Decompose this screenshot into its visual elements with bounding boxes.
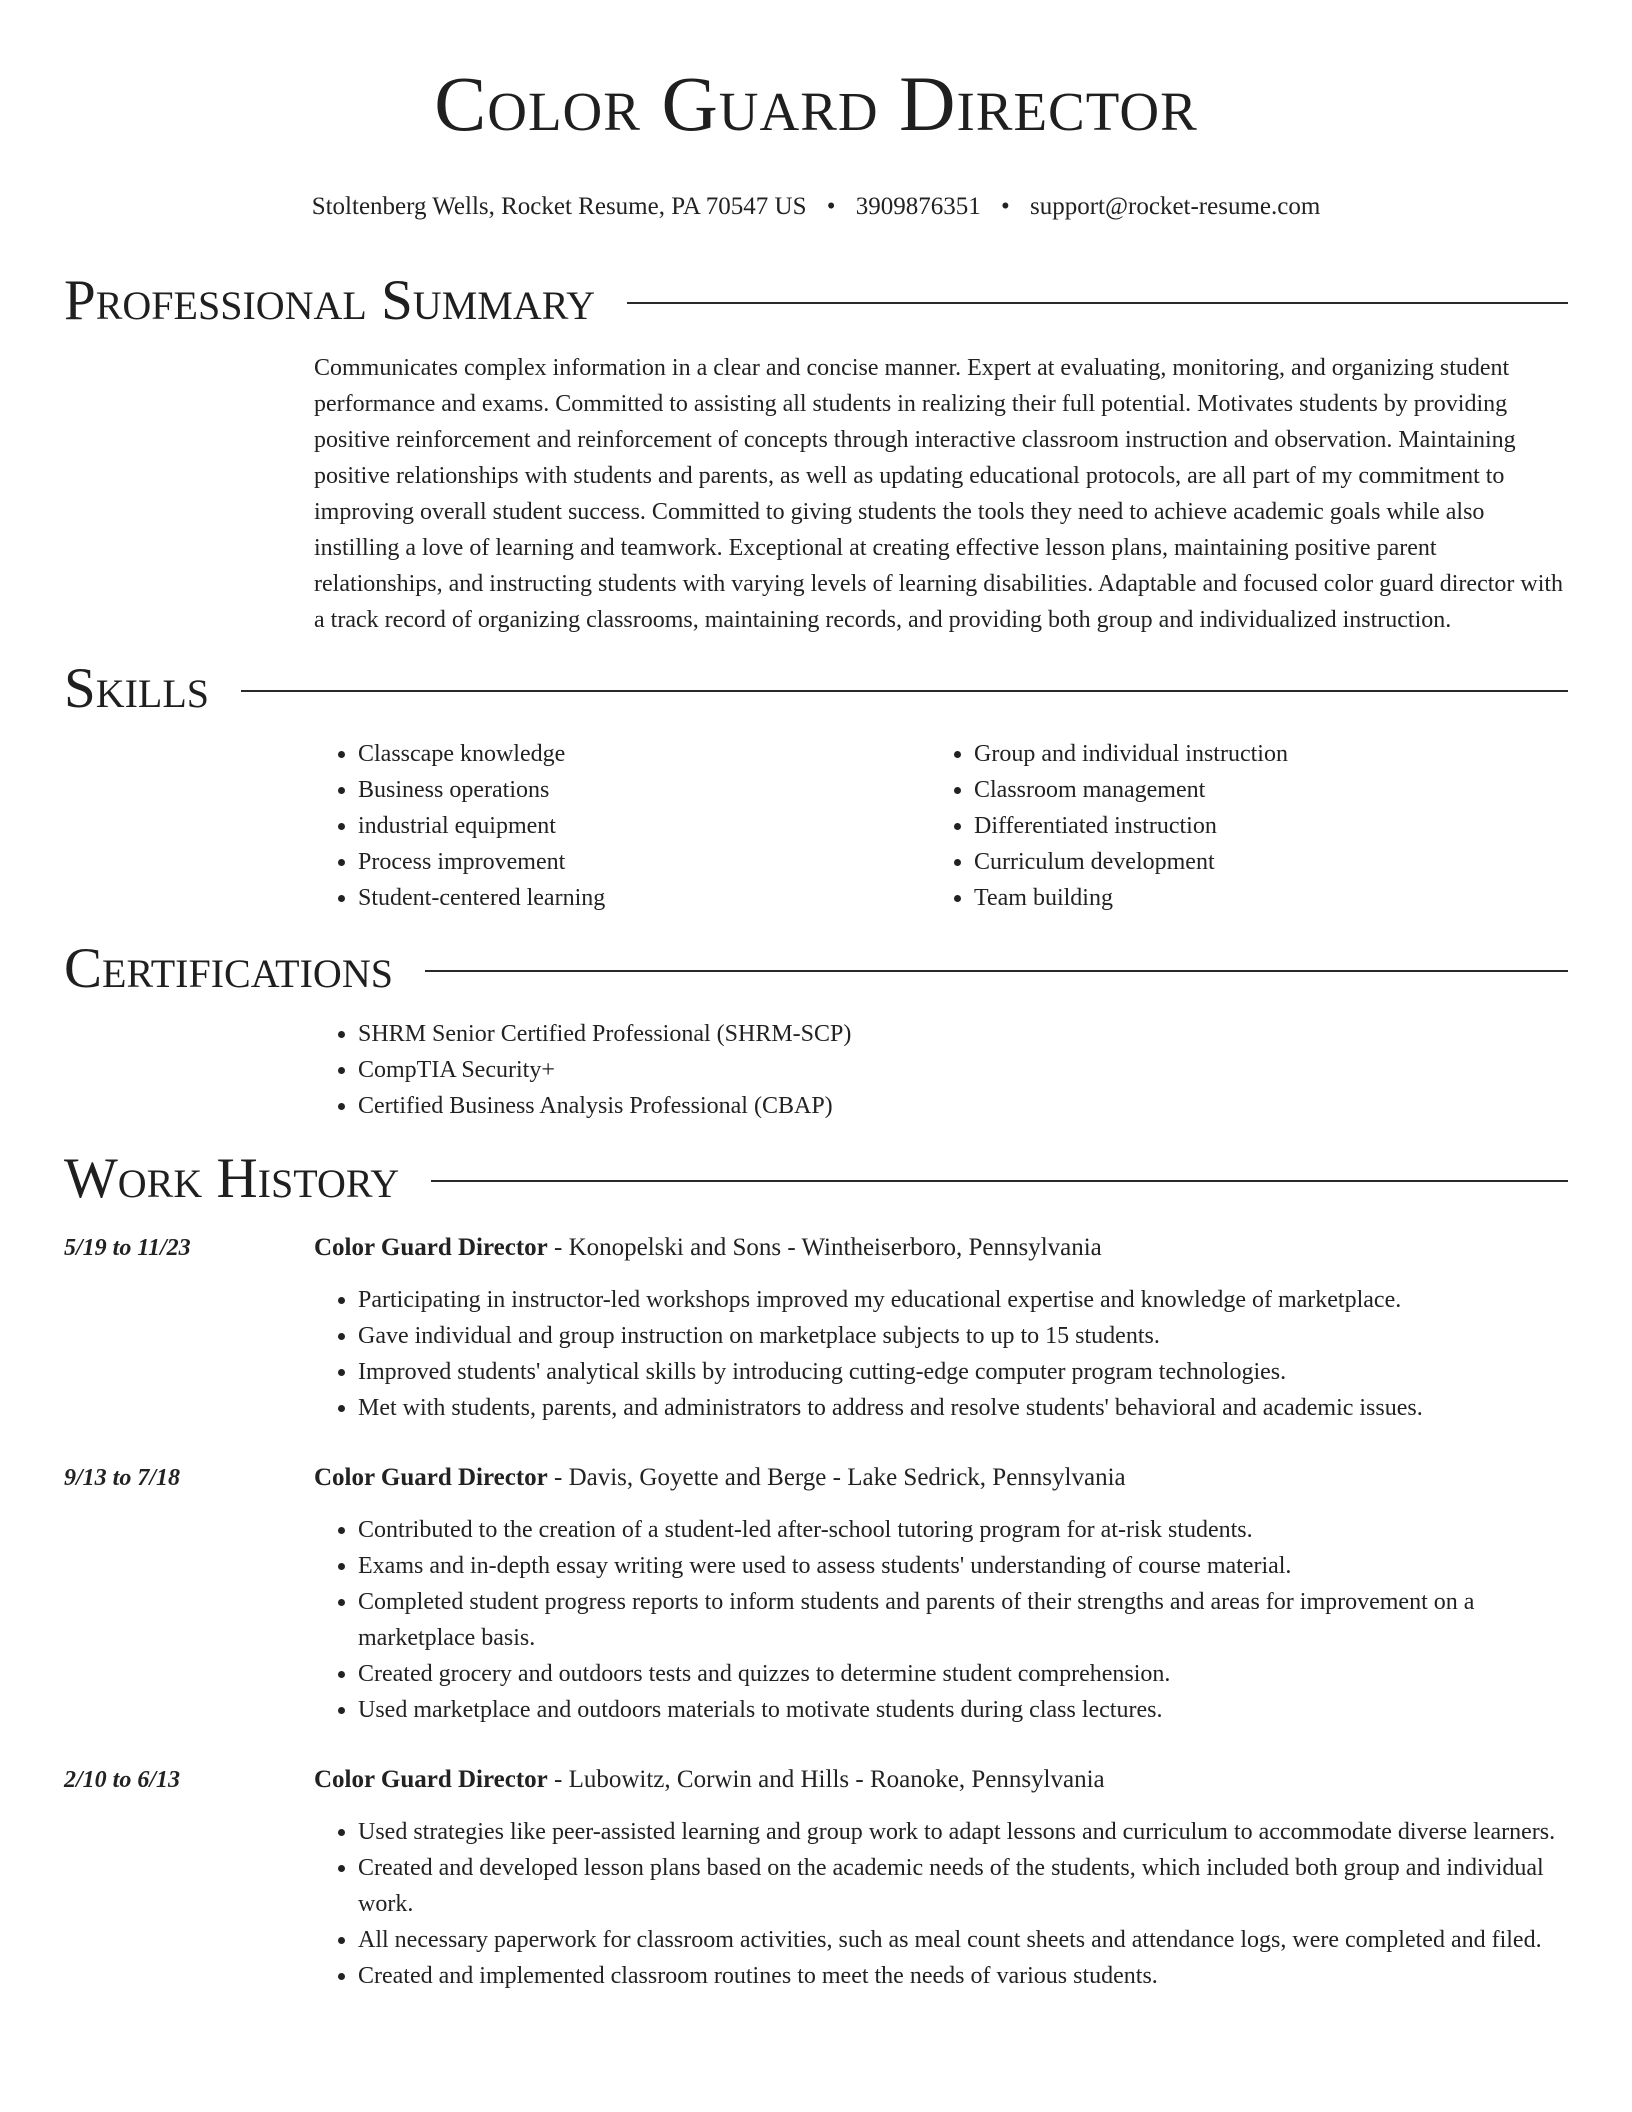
skills-section	[64, 658, 1568, 916]
job-bullet: • Met with students, parents, and administrators to address and resolve students' behavioral and academic issues.	[358, 1390, 1568, 1426]
job-bullet: • Exams and in-depth essay writing were used to assess students' understanding of course material.	[358, 1548, 1568, 1584]
job-bullets	[314, 1512, 1568, 1728]
job-heading	[314, 1762, 1568, 1798]
certifications-section	[64, 938, 1568, 1124]
job-employer: - Konopelski and Sons - Wintheiserboro, Pennsylvania	[547, 1234, 1102, 1261]
skill-item: • Process improvement	[358, 844, 930, 880]
skill-item: • Student-centered learning	[358, 880, 930, 916]
work-history-heading	[64, 1148, 1568, 1210]
skills-list-left	[314, 736, 930, 916]
certification-item: • CompTIA Security+	[358, 1052, 1568, 1088]
section-rule	[241, 690, 1568, 692]
contact-email: support@rocket-resume.com	[1030, 193, 1321, 220]
contact-separator: •	[1000, 193, 1010, 220]
job-bullet: • Gave individual and group instruction on marketplace subjects to up to 15 students.	[358, 1318, 1568, 1354]
summary-text: Communicates complex information in a clear and concise manner. Expert at evaluating, monitoring, and organizing student performance and exams. Committed to assisting all students in realizing their full potential. Motivates students by providing positive reinforcement and reinforcement of concepts through interactive classroom instruction and observation. Maintaining positive relationships with students and parents, as well as updating educational protocols, are all part of my commitment to improving overall student success. Committed to giving students the tools they need to achieve academic goals while also instilling a love of learning and teamwork. Exceptional at creating effective lesson plans, maintaining positive parent relationships, and instructing students with varying levels of learning disabilities. Adaptable and focused color guard director with a track record of organizing classrooms, maintaining records, and providing both group and individualized instruction.	[314, 355, 1564, 633]
section-title: Skills	[64, 657, 210, 720]
skill-item: • industrial equipment	[358, 808, 930, 844]
job-bullet: • Participating in instructor-led workshops improved my educational expertise and knowledge of marketplace.	[358, 1282, 1568, 1318]
certification-item: • Certified Business Analysis Professional (CBAP)	[358, 1088, 1568, 1124]
job-entry	[64, 1460, 1568, 1728]
job-title: Color Guard Director	[314, 1234, 548, 1261]
job-bullet: • Contributed to the creation of a student-led after-school tutoring program for at-risk students.	[358, 1512, 1568, 1548]
job-bullet: • All necessary paperwork for classroom activities, such as meal count sheets and attendance logs, were completed and filed.	[358, 1922, 1568, 1958]
job-dates: 5/19 to 11/23	[64, 1235, 191, 1261]
contact-line	[0, 192, 1632, 222]
skills-grid	[314, 736, 1568, 916]
skills-heading	[64, 658, 1568, 720]
section-rule	[425, 970, 1568, 972]
job-dates: 2/10 to 6/13	[64, 1767, 181, 1793]
summary-heading	[64, 270, 1568, 332]
section-title: Professional Summary	[64, 269, 596, 332]
resume-header	[0, 0, 1632, 222]
job-bullet: • Completed student progress reports to inform students and parents of their strengths and areas for improvement on a marketplace basis.	[358, 1584, 1568, 1656]
job-bullet: • Created and implemented classroom routines to meet the needs of various students.	[358, 1958, 1568, 1994]
contact-phone: 3909876351	[855, 193, 981, 220]
job-dates: 9/13 to 7/18	[64, 1465, 181, 1491]
job-title: Color Guard Director	[314, 1766, 548, 1793]
section-title: Work History	[64, 1147, 400, 1210]
job-bullet: • Used strategies like peer-assisted learning and group work to adapt lessons and curriculum to accommodate diverse learners.	[358, 1814, 1568, 1850]
skill-item: • Group and individual instruction	[974, 736, 1546, 772]
section-title: Certifications	[64, 937, 393, 1000]
job-entry	[64, 1230, 1568, 1426]
job-entry	[64, 1762, 1568, 1994]
skill-item: • Classroom management	[974, 772, 1546, 808]
certification-item: • SHRM Senior Certified Professional (SHRM-SCP)	[358, 1016, 1568, 1052]
certifications-heading	[64, 938, 1568, 1000]
job-heading	[314, 1230, 1568, 1266]
job-bullet: • Improved students' analytical skills by introducing cutting-edge computer program technologies.	[358, 1354, 1568, 1390]
skills-list-right	[930, 736, 1546, 916]
job-heading	[314, 1460, 1568, 1496]
job-bullet: • Used marketplace and outdoors materials to motivate students during class lectures.	[358, 1692, 1568, 1728]
certifications-list	[314, 1016, 1568, 1124]
job-employer: - Davis, Goyette and Berge - Lake Sedrick, Pennsylvania	[547, 1464, 1126, 1491]
contact-separator: •	[826, 193, 836, 220]
job-title: Color Guard Director	[314, 1464, 548, 1491]
candidate-name: Color Guard Director	[434, 60, 1198, 147]
section-rule	[627, 302, 1568, 304]
job-bullets	[314, 1282, 1568, 1426]
skill-item: • Curriculum development	[974, 844, 1546, 880]
job-bullet: • Created grocery and outdoors tests and quizzes to determine student comprehension.	[358, 1656, 1568, 1692]
skill-item: • Classcape knowledge	[358, 736, 930, 772]
skill-item: • Business operations	[358, 772, 930, 808]
job-bullet: • Created and developed lesson plans based on the academic needs of the students, which included both group and individual work.	[358, 1850, 1568, 1922]
section-rule	[431, 1180, 1568, 1182]
job-bullets	[314, 1814, 1568, 1994]
skill-item: • Differentiated instruction	[974, 808, 1546, 844]
job-employer: - Lubowitz, Corwin and Hills - Roanoke, Pennsylvania	[547, 1766, 1105, 1793]
skill-item: • Team building	[974, 880, 1546, 916]
work-history-section	[64, 1148, 1568, 1994]
summary-section	[64, 270, 1568, 638]
contact-address: Stoltenberg Wells, Rocket Resume, PA 70547 US	[311, 193, 807, 220]
